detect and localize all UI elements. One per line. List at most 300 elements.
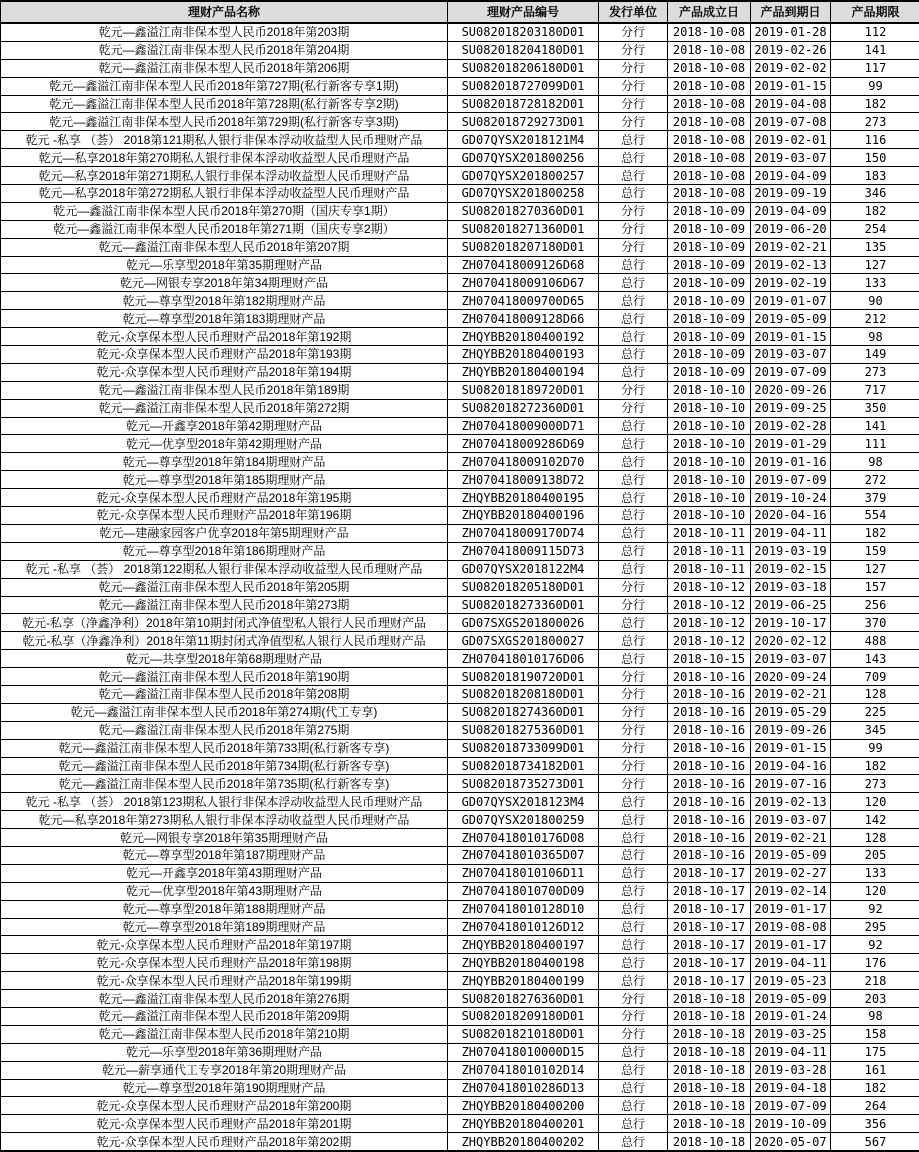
cell-name: 乾元—尊享型2018年第185期理财产品 (1, 471, 448, 488)
cell-term: 92 (868, 902, 883, 917)
cell-term: 256 (864, 597, 887, 612)
cell-term: 161 (864, 1063, 887, 1078)
cell-end: 2019-02-13 (751, 793, 831, 810)
cell-end: 2020-09-26 (751, 382, 831, 399)
cell-issuer: 总行 (599, 435, 668, 452)
cell-name: 乾元—鑫溢江南非保本型人民币2018年第189期 (1, 382, 448, 399)
cell-end: 2019-03-07 (751, 346, 831, 363)
cell-start: 2018-10-09 (668, 346, 751, 363)
cell-issuer: 总行 (599, 954, 668, 971)
cell-start: 2018-10-18 (668, 1044, 751, 1061)
cell-name: 乾元—鑫溢江南非保本型人民币2018年第727期(私行新客专享1期) (1, 78, 448, 95)
cell-end: 2019-02-15 (751, 561, 831, 578)
cell-start: 2018-10-09 (668, 257, 751, 274)
cell-start: 2018-10-08 (668, 42, 751, 59)
cell-issuer: 分行 (599, 42, 668, 59)
cell-issuer: 总行 (599, 131, 668, 148)
cell-end: 2019-03-25 (751, 1026, 831, 1043)
cell-term: 182 (864, 97, 887, 111)
cell-name: 乾元—鑫溢江南非保本型人民币2018年第205期 (1, 579, 448, 596)
cell-name: 乾元—私享2018年第273期私人银行非保本浮动收益型人民币理财产品 (1, 811, 448, 828)
cell-start: 2018-10-10 (668, 382, 751, 399)
table-row (1, 113, 919, 131)
cell-name: 乾元—鑫溢江南非保本型人民币2018年第209期 (1, 1008, 448, 1025)
cell-issuer: 分行 (599, 60, 668, 77)
table-row (1, 936, 919, 954)
cell-start: 2018-10-17 (668, 919, 751, 936)
table-row (1, 811, 919, 829)
cell-start: 2018-10-12 (668, 632, 751, 649)
cell-code: SU082018270360D01 (448, 203, 599, 220)
cell-issuer: 分行 (599, 400, 668, 417)
cell-end: 2019-04-08 (751, 96, 831, 113)
cell-term: 141 (864, 43, 887, 58)
cell-end: 2019-05-23 (751, 972, 831, 989)
cell-term: 133 (864, 866, 887, 881)
cell-start: 2018-10-09 (668, 274, 751, 291)
cell-name: 乾元-众享保本型人民币理财产品2018年第201期 (1, 1115, 448, 1132)
cell-start: 2018-10-18 (668, 1080, 751, 1097)
cell-code: ZH070418009126D68 (448, 257, 599, 274)
cell-end: 2019-03-18 (751, 579, 831, 596)
cell-name: 乾元—私享2018年第272期私人银行非保本浮动收益型人民币理财产品 (1, 185, 448, 202)
cell-issuer: 总行 (599, 328, 668, 345)
table-row (1, 954, 919, 972)
table-row (1, 704, 919, 722)
cell-start: 2018-10-08 (668, 131, 751, 148)
cell-issuer: 分行 (599, 78, 668, 95)
table-row (1, 328, 919, 346)
cell-name: 乾元—网银专享2018年第34期理财产品 (1, 274, 448, 291)
table-row (1, 614, 919, 632)
cell-issuer: 总行 (599, 257, 668, 274)
cell-issuer: 总行 (599, 1080, 668, 1097)
cell-end: 2019-04-18 (751, 1080, 831, 1097)
cell-end: 2019-10-17 (751, 614, 831, 631)
table-row (1, 292, 919, 310)
cell-end: 2019-01-07 (751, 292, 831, 309)
cell-start: 2018-10-18 (668, 1097, 751, 1114)
cell-end: 2019-01-16 (751, 453, 831, 470)
cell-term: 488 (864, 633, 887, 648)
cell-end: 2019-03-07 (751, 650, 831, 667)
cell-name: 乾元—鑫溢江南非保本型人民币2018年第208期 (1, 686, 448, 703)
cell-end: 2019-01-29 (751, 435, 831, 452)
cell-end: 2019-01-17 (751, 901, 831, 918)
cell-term: 98 (868, 1009, 883, 1024)
cell-name: 乾元—开鑫享2018年第43期理财产品 (1, 865, 448, 882)
cell-term: 99 (868, 741, 883, 756)
cell-issuer: 总行 (599, 310, 668, 327)
cell-term: 157 (864, 580, 887, 595)
cell-name: 乾元—鑫溢江南非保本型人民币2018年第206期 (1, 60, 448, 77)
cell-code: SU082018205180D01 (448, 579, 599, 596)
cell-issuer: 总行 (599, 274, 668, 291)
cell-term: 128 (864, 830, 887, 845)
cell-code: ZHQYBB20180400199 (448, 972, 599, 989)
cell-start: 2018-10-08 (668, 185, 751, 202)
table-row (1, 1115, 919, 1133)
cell-name: 乾元-众享保本型人民币理财产品2018年第196期 (1, 507, 448, 524)
cell-start: 2018-10-10 (668, 400, 751, 417)
cell-name: 乾元—鑫溢江南非保本型人民币2018年第270期（国庆专享1期） (1, 203, 448, 220)
cell-issuer: 总行 (599, 632, 668, 649)
cell-term: 554 (864, 508, 887, 523)
cell-issuer: 分行 (599, 113, 668, 130)
cell-name: 乾元—尊享型2018年第187期理财产品 (1, 847, 448, 864)
table-row (1, 257, 919, 275)
cell-start: 2018-10-10 (668, 471, 751, 488)
cell-start: 2018-10-08 (668, 24, 751, 41)
cell-end: 2020-09-24 (751, 668, 831, 685)
cell-issuer: 总行 (599, 1133, 668, 1150)
cell-term: 203 (864, 991, 887, 1006)
cell-issuer: 分行 (599, 579, 668, 596)
cell-start: 2018-10-12 (668, 579, 751, 596)
cell-code: ZH070418010106D11 (448, 865, 599, 882)
cell-code: GD07QYSX2018122M4 (448, 561, 599, 578)
cell-end: 2019-07-09 (751, 364, 831, 381)
cell-start: 2018-10-08 (668, 96, 751, 113)
table-row (1, 435, 919, 453)
cell-issuer: 分行 (599, 239, 668, 256)
cell-name: 乾元—鑫溢江南非保本型人民币2018年第204期 (1, 42, 448, 59)
cell-term: 117 (864, 61, 887, 76)
cell-issuer: 总行 (599, 471, 668, 488)
table-row (1, 274, 919, 292)
table-row (1, 883, 919, 901)
cell-term: 370 (864, 615, 887, 630)
cell-name: 乾元—建融家园客户优享2018年第5期理财产品 (1, 525, 448, 542)
cell-code: GD07QYSX2018121M4 (448, 131, 599, 148)
cell-name: 乾元—鑫溢江南非保本型人民币2018年第210期 (1, 1026, 448, 1043)
cell-issuer: 总行 (599, 292, 668, 309)
cell-end: 2019-01-15 (751, 740, 831, 757)
table-row (1, 686, 919, 704)
cell-start: 2018-10-10 (668, 507, 751, 524)
cell-name: 乾元—鑫溢江南非保本型人民币2018年第276期 (1, 990, 448, 1007)
table-row (1, 1044, 919, 1062)
cell-name: 乾元 -私享 （荟） 2018第121期私人银行非保本浮动收益型人民币理财产品 (1, 131, 448, 148)
cell-term: 182 (864, 526, 887, 541)
cell-term: 273 (864, 365, 887, 380)
cell-issuer: 总行 (599, 793, 668, 810)
cell-issuer: 总行 (599, 507, 668, 524)
cell-end: 2019-04-09 (751, 203, 831, 220)
cell-name: 乾元-众享保本型人民币理财产品2018年第195期 (1, 489, 448, 506)
cell-issuer: 总行 (599, 364, 668, 381)
cell-code: ZH070418009106D67 (448, 274, 599, 291)
cell-code: GD07SXGS201800026 (448, 614, 599, 631)
cell-code: SU082018729273D01 (448, 113, 599, 130)
cell-end: 2019-02-14 (751, 883, 831, 900)
cell-term: 225 (864, 705, 887, 720)
cell-issuer: 分行 (599, 668, 668, 685)
cell-start: 2018-10-09 (668, 292, 751, 309)
cell-term: 142 (864, 812, 887, 827)
cell-start: 2018-10-09 (668, 239, 751, 256)
cell-name: 乾元—开鑫享2018年第42期理财产品 (1, 418, 448, 435)
cell-issuer: 总行 (599, 1044, 668, 1061)
cell-issuer: 总行 (599, 489, 668, 506)
table-row (1, 972, 919, 990)
table-row (1, 990, 919, 1008)
cell-code: ZH070418009170D74 (448, 525, 599, 542)
cell-start: 2018-10-18 (668, 1026, 751, 1043)
cell-term: 150 (864, 150, 887, 165)
cell-code: ZH070418009138D72 (448, 471, 599, 488)
table-row (1, 758, 919, 776)
table-row (1, 722, 919, 740)
cell-start: 2018-10-08 (668, 113, 751, 130)
cell-issuer: 总行 (599, 883, 668, 900)
cell-term: 205 (864, 848, 887, 863)
cell-start: 2018-10-17 (668, 883, 751, 900)
cell-issuer: 分行 (599, 686, 668, 703)
cell-code: SU082018274360D01 (448, 704, 599, 721)
cell-issuer: 总行 (599, 149, 668, 166)
cell-end: 2019-02-27 (751, 865, 831, 882)
cell-term: 149 (864, 347, 887, 362)
cell-start: 2018-10-18 (668, 990, 751, 1007)
cell-end: 2019-09-26 (751, 722, 831, 739)
cell-term: 111 (864, 436, 887, 451)
cell-start: 2018-10-08 (668, 167, 751, 184)
cell-name: 乾元—鑫溢江南非保本型人民币2018年第729期(私行新客专享3期) (1, 113, 448, 130)
table-row (1, 489, 919, 507)
cell-name: 乾元—鑫溢江南非保本型人民币2018年第274期(代工专享) (1, 704, 448, 721)
cell-issuer: 分行 (599, 740, 668, 757)
cell-start: 2018-10-09 (668, 221, 751, 238)
cell-term: 143 (864, 651, 887, 666)
cell-start: 2018-10-17 (668, 901, 751, 918)
cell-end: 2019-02-19 (751, 274, 831, 291)
cell-name: 乾元—尊享型2018年第190期理财产品 (1, 1080, 448, 1097)
table-row (1, 740, 919, 758)
cell-issuer: 分行 (599, 722, 668, 739)
table-row (1, 400, 919, 418)
table-row (1, 1008, 919, 1026)
cell-term: 350 (864, 401, 887, 416)
cell-term: 264 (864, 1098, 887, 1113)
table-row (1, 42, 919, 60)
cell-start: 2018-10-15 (668, 650, 751, 667)
cell-name: 乾元-众享保本型人民币理财产品2018年第202期 (1, 1133, 448, 1150)
cell-code: ZHQYBB20180400198 (448, 954, 599, 971)
table-row (1, 24, 919, 42)
cell-code: SU082018189720D01 (448, 382, 599, 399)
cell-code: SU082018272360D01 (448, 400, 599, 417)
cell-end: 2019-04-09 (751, 167, 831, 184)
cell-name: 乾元—鑫溢江南非保本型人民币2018年第272期 (1, 400, 448, 417)
cell-code: SU082018206180D01 (448, 60, 599, 77)
cell-term: 99 (868, 79, 883, 94)
cell-code: ZHQYBB20180400193 (448, 346, 599, 363)
cell-start: 2018-10-17 (668, 936, 751, 953)
cell-code: ZH070418009102D70 (448, 453, 599, 470)
cell-start: 2018-10-16 (668, 829, 751, 846)
table-row (1, 650, 919, 668)
cell-end: 2019-03-28 (751, 1062, 831, 1079)
table-row (1, 1026, 919, 1044)
cell-term: 175 (864, 1045, 887, 1060)
cell-term: 135 (864, 240, 887, 255)
table-row (1, 561, 919, 579)
column-header-code: 理财产品编号 (448, 2, 599, 22)
cell-end: 2019-01-15 (751, 328, 831, 345)
cell-end: 2019-02-21 (751, 686, 831, 703)
cell-code: SU082018203180D01 (448, 24, 599, 41)
table-row (1, 203, 919, 221)
cell-end: 2019-01-17 (751, 936, 831, 953)
cell-code: SU082018735273D01 (448, 775, 599, 792)
table-row (1, 632, 919, 650)
cell-end: 2019-03-19 (751, 543, 831, 560)
cell-name: 乾元-众享保本型人民币理财产品2018年第192期 (1, 328, 448, 345)
cell-end: 2019-07-16 (751, 775, 831, 792)
table-row (1, 507, 919, 525)
cell-term: 272 (864, 472, 887, 487)
cell-end: 2019-02-26 (751, 42, 831, 59)
cell-issuer: 总行 (599, 1062, 668, 1079)
cell-name: 乾元-私享（净鑫净利）2018年第11期封闭式净值型私人银行人民币理财产品 (1, 632, 448, 649)
cell-end: 2019-05-09 (751, 990, 831, 1007)
cell-code: ZHQYBB20180400196 (448, 507, 599, 524)
column-header-start: 产品成立日 (668, 2, 751, 22)
table-row (1, 78, 919, 96)
cell-term: 98 (868, 454, 883, 469)
cell-code: GD07SXGS201800027 (448, 632, 599, 649)
cell-issuer: 分行 (599, 758, 668, 775)
cell-code: SU082018210180D01 (448, 1026, 599, 1043)
cell-code: GD07QYSX2018123M4 (448, 793, 599, 810)
cell-end: 2019-03-07 (751, 149, 831, 166)
cell-end: 2019-02-13 (751, 257, 831, 274)
cell-code: SU082018208180D01 (448, 686, 599, 703)
cell-issuer: 总行 (599, 543, 668, 560)
cell-issuer: 总行 (599, 453, 668, 470)
cell-issuer: 分行 (599, 990, 668, 1007)
cell-name: 乾元—尊享型2018年第184期理财产品 (1, 453, 448, 470)
cell-start: 2018-10-09 (668, 310, 751, 327)
cell-end: 2019-02-21 (751, 239, 831, 256)
cell-name: 乾元—鑫溢江南非保本型人民币2018年第275期 (1, 722, 448, 739)
cell-code: SU082018734182D01 (448, 758, 599, 775)
cell-name: 乾元-私享（净鑫净利）2018年第10期封闭式净值型私人银行人民币理财产品 (1, 614, 448, 631)
table-row (1, 382, 919, 400)
cell-term: 182 (864, 204, 887, 219)
cell-start: 2018-10-09 (668, 328, 751, 345)
cell-name: 乾元—尊享型2018年第188期理财产品 (1, 901, 448, 918)
cell-start: 2018-10-16 (668, 704, 751, 721)
cell-issuer: 分行 (599, 382, 668, 399)
cell-start: 2018-10-11 (668, 561, 751, 578)
cell-term: 127 (864, 562, 887, 577)
cell-issuer: 总行 (599, 936, 668, 953)
cell-start: 2018-10-16 (668, 775, 751, 792)
cell-code: ZHQYBB20180400195 (448, 489, 599, 506)
cell-start: 2018-10-11 (668, 525, 751, 542)
cell-code: ZH070418009000D71 (448, 418, 599, 435)
cell-term: 346 (864, 186, 887, 201)
cell-end: 2019-04-11 (751, 525, 831, 542)
cell-issuer: 总行 (599, 185, 668, 202)
cell-issuer: 总行 (599, 919, 668, 936)
cell-code: ZH070418010176D08 (448, 829, 599, 846)
cell-name: 乾元—鑫溢江南非保本型人民币2018年第203期 (1, 24, 448, 41)
table-row (1, 346, 919, 364)
cell-name: 乾元—鑫溢江南非保本型人民币2018年第271期（国庆专享2期） (1, 221, 448, 238)
cell-code: GD07QYSX201800256 (448, 149, 599, 166)
cell-issuer: 分行 (599, 203, 668, 220)
cell-term: 273 (864, 114, 887, 129)
cell-issuer: 分行 (599, 24, 668, 41)
cell-code: ZH070418010128D10 (448, 901, 599, 918)
cell-issuer: 分行 (599, 1008, 668, 1025)
table-row (1, 597, 919, 615)
cell-term: 176 (864, 955, 887, 970)
table-row (1, 901, 919, 919)
cell-code: GD07QYSX201800259 (448, 811, 599, 828)
cell-issuer: 总行 (599, 829, 668, 846)
cell-term: 90 (868, 293, 883, 308)
cell-term: 127 (864, 258, 887, 273)
cell-issuer: 总行 (599, 847, 668, 864)
cell-code: SU082018733099D01 (448, 740, 599, 757)
cell-end: 2019-01-24 (751, 1008, 831, 1025)
cell-code: ZHQYBB20180400197 (448, 936, 599, 953)
cell-term: 379 (864, 490, 887, 505)
cell-code: GD07QYSX201800258 (448, 185, 599, 202)
cell-start: 2018-10-11 (668, 543, 751, 560)
cell-term: 141 (864, 419, 887, 434)
cell-end: 2019-09-25 (751, 400, 831, 417)
cell-name: 乾元—优享型2018年第42期理财产品 (1, 435, 448, 452)
cell-code: ZH070418010700D09 (448, 883, 599, 900)
cell-code: SU082018204180D01 (448, 42, 599, 59)
table-row (1, 793, 919, 811)
cell-end: 2020-02-12 (751, 632, 831, 649)
cell-issuer: 分行 (599, 704, 668, 721)
cell-code: ZH070418010286D13 (448, 1080, 599, 1097)
cell-start: 2018-10-16 (668, 722, 751, 739)
cell-end: 2019-03-07 (751, 811, 831, 828)
cell-name: 乾元-众享保本型人民币理财产品2018年第198期 (1, 954, 448, 971)
table-row (1, 185, 919, 203)
cell-name: 乾元—鑫溢江南非保本型人民币2018年第273期 (1, 597, 448, 614)
table-row (1, 149, 919, 167)
table-row (1, 847, 919, 865)
cell-start: 2018-10-10 (668, 435, 751, 452)
cell-start: 2018-10-16 (668, 740, 751, 757)
cell-term: 717 (864, 383, 887, 398)
cell-name: 乾元—尊享型2018年第183期理财产品 (1, 310, 448, 327)
cell-term: 567 (864, 1134, 887, 1149)
table-row (1, 1062, 919, 1080)
table-row (1, 239, 919, 257)
cell-start: 2018-10-10 (668, 489, 751, 506)
cell-term: 218 (864, 973, 887, 988)
cell-code: SU082018728182D01 (448, 96, 599, 113)
cell-start: 2018-10-18 (668, 1115, 751, 1132)
cell-start: 2018-10-10 (668, 453, 751, 470)
cell-issuer: 总行 (599, 1115, 668, 1132)
cell-term: 709 (864, 669, 887, 684)
cell-term: 116 (864, 132, 887, 147)
cell-end: 2019-04-11 (751, 1044, 831, 1061)
cell-start: 2018-10-16 (668, 668, 751, 685)
cell-start: 2018-10-09 (668, 203, 751, 220)
